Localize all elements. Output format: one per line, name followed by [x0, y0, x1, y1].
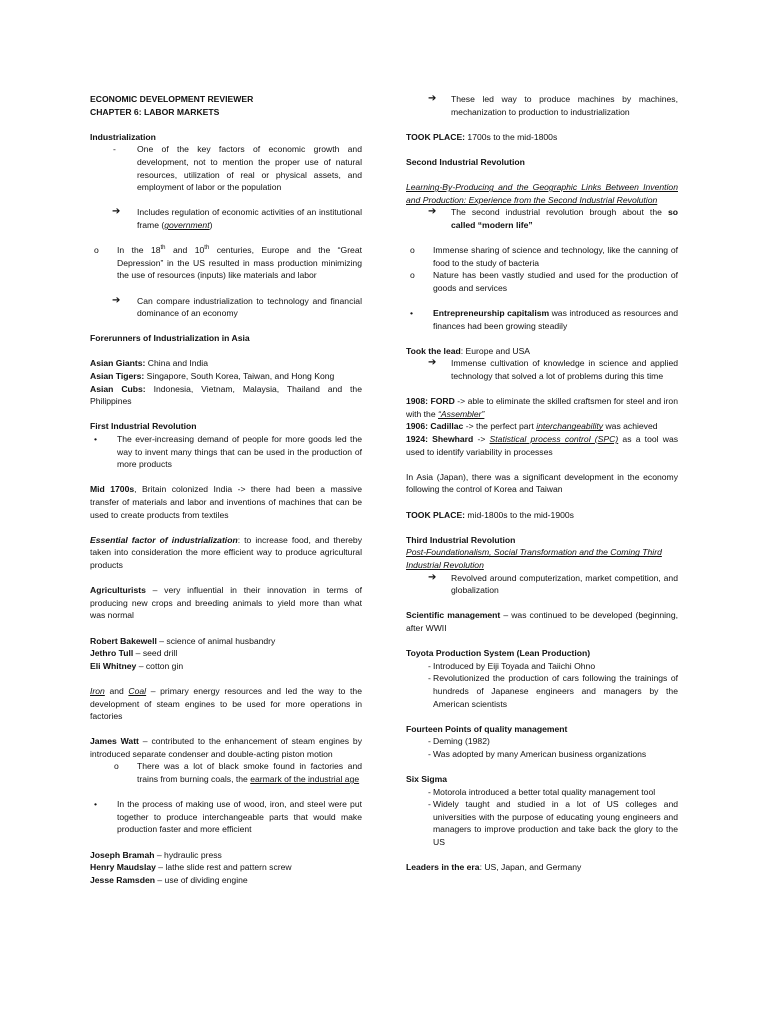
- list-item-text: One of the key factors of economic growth and development, not to mention the proper use of natural resources, utilization of real or physical assets, and employment of labor or the population: [137, 144, 362, 193]
- mid-1700s-paragraph: Mid 1700s, Britain colonized India -> there had been a massive transfer of materials and labor and inventions of machines that can be used to create products from textiles: [90, 484, 362, 520]
- list-item-text: These led way to produce machines by machines, mechanization to production to industrialization: [451, 94, 678, 117]
- scientific-management-paragraph: Scientific management – was continued to be developed (beginning, after WWII: [406, 610, 678, 633]
- essential-factor-paragraph: Essential factor of industrialization: to increase food, and thereby taken into consideration the more efficient way to produce agricultural products: [90, 534, 362, 570]
- dash-marker: -: [428, 736, 431, 747]
- arrow-icon: ➔: [428, 571, 437, 583]
- industrialization-heading: Industrialization: [90, 131, 156, 142]
- list-item-text: The second industrial revolution brough about the so called “modern life”: [451, 207, 678, 230]
- right-column: [406, 93, 678, 874]
- toyota-heading: Toyota Production System (Lean Production): [406, 648, 591, 659]
- list-item-text: In the process of making use of wood, iron, and steel were put together to produce interchangeable parts that would make production faster and more efficient: [117, 799, 362, 835]
- bullet-icon: •: [94, 434, 98, 445]
- bullet-list-item: [90, 798, 362, 836]
- list-item-text: Nature has been vastly studied and used for the production of goods and services: [433, 270, 678, 293]
- inventor-line: Jethro Tull – seed drill: [90, 648, 178, 659]
- dash-list-item: [90, 143, 362, 193]
- dash-marker: -: [428, 799, 431, 810]
- dash-list-item: [406, 798, 678, 848]
- arrow-list-item: [406, 357, 678, 382]
- list-item-text: Revolutionized the production of cars following the trainings of hundreds of Japanese engineers and managers by the American scientists: [433, 673, 678, 709]
- arrow-icon: ➔: [112, 206, 121, 218]
- dash-list-item: [406, 786, 678, 799]
- circle-bullet-icon: o: [114, 761, 119, 772]
- third-revolution-reference: Post-Foundationalism, Social Transformation and the Coming Third Industrial Revolution: [406, 547, 662, 570]
- asia-paragraph: In Asia (Japan), there was a significant development in the economy following the control of Korea and Taiwan: [406, 471, 678, 495]
- dash-list-item: [406, 672, 678, 710]
- dash-marker: -: [428, 786, 431, 797]
- dash-list-item: [406, 735, 678, 748]
- list-item-text: Can compare industrialization to technology and financial dominance of an economy: [137, 295, 362, 319]
- document-title: ECONOMIC DEVELOPMENT REVIEWER: [90, 94, 254, 104]
- left-column: [90, 93, 362, 886]
- asian-cubs: Asian Cubs: Indonesia, Vietnam, Malaysia, Thailand and the Philippines: [90, 383, 362, 407]
- arrow-icon: ➔: [428, 206, 437, 218]
- agriculturists-paragraph: Agriculturists – very influential in their innovation in terms of producing new crops and breeding animals to yield more than what was normal: [90, 585, 362, 621]
- took-place-2: TOOK PLACE: mid-1800s to the mid-1900s: [406, 509, 574, 520]
- list-item-text: Widely taught and studied in a lot of US colleges and universities with the purpose of educating young engineers and managers to improve production and take back the glory to the US: [433, 799, 678, 848]
- forerunners-heading: Forerunners of Industrialization in Asia: [90, 333, 250, 344]
- list-item-text: Revolved around computerization, market competition, and globalization: [451, 572, 678, 596]
- second-revolution-reference: Learning-By-Producing and the Geographic Links Between Invention and Production: Experience from the Second Industrial Revolution: [406, 182, 678, 205]
- dash-marker: -: [428, 673, 431, 684]
- arrow-list-item: [406, 93, 678, 118]
- second-revolution-heading: Second Industrial Revolution: [406, 156, 525, 167]
- circle-list-item: [406, 244, 678, 269]
- first-revolution-heading: First Industrial Revolution: [90, 421, 197, 432]
- inventor-line: Robert Bakewell – science of animal husbandry: [90, 635, 276, 646]
- dash-list-item: [406, 748, 678, 761]
- bullet-list-item: [90, 433, 362, 471]
- list-item-text: There was a lot of black smoke found in factories and trains from burning coals, the earmark of the industrial age: [137, 761, 362, 785]
- dash-marker: -: [428, 660, 431, 671]
- six-sigma-heading: Six Sigma: [406, 774, 448, 785]
- bullet-icon: •: [94, 799, 98, 810]
- arrow-list-item: [406, 206, 678, 231]
- list-item-text: Was adopted by many American business organizations: [433, 748, 647, 759]
- list-item-text: Immense sharing of science and technology, like the canning of food to the study of bacteria: [433, 245, 678, 268]
- inventor-line: Joseph Bramah – hydraulic press: [90, 849, 222, 860]
- iron-coal-paragraph: Iron and Coal – primary energy resources and led the way to the development of steam engines to be used for more operations in factories: [90, 685, 362, 722]
- list-item-text: The ever-increasing demand of people for more goods led the way to invent many things that can be used in the production of more products: [117, 434, 362, 470]
- arrow-list-item: [90, 206, 362, 231]
- arrow-icon: ➔: [428, 357, 437, 369]
- list-item-text: Deming (1982): [433, 736, 490, 747]
- ford-paragraph: 1908: FORD -> able to eliminate the skilled craftsmen for steel and iron with the “Assembler”: [406, 396, 678, 419]
- list-item-text: Entrepreneurship capitalism was introduced as resources and finances had been growing steadily: [433, 308, 678, 331]
- arrow-icon: ➔: [112, 294, 121, 306]
- list-item-text: Motorola introduced a better total quality management tool: [433, 786, 656, 797]
- inventor-line: Eli Whitney – cotton gin: [90, 660, 184, 671]
- list-item-text: In the 18th and 10th centuries, Europe and the “Great Depression” in the US resulted in mass production minimizing the use of resources (inputs) like materials and labor: [117, 245, 362, 281]
- cadillac-paragraph: 1906: Cadillac -> the perfect part interchangeability was achieved: [406, 421, 658, 432]
- circle-bullet-icon: o: [94, 245, 99, 256]
- arrow-list-item: [90, 295, 362, 320]
- dash-list-item: [406, 660, 678, 673]
- circle-bullet-icon: o: [410, 270, 415, 281]
- asian-giants: Asian Giants: China and India: [90, 358, 208, 369]
- dash-marker: -: [428, 748, 431, 759]
- list-item-text: Introduced by Eiji Toyada and Taiichi Ohno: [433, 660, 596, 671]
- bullet-list-item: [406, 307, 678, 332]
- bullet-icon: •: [410, 308, 414, 319]
- third-revolution-heading: Third Industrial Revolution: [406, 534, 516, 545]
- circle-list-item: [406, 269, 678, 294]
- asian-tigers: Asian Tigers: Singapore, South Korea, Taiwan, and Hong Kong: [90, 371, 335, 382]
- chapter-title: CHAPTER 6: LABOR MARKETS: [90, 106, 220, 117]
- inventor-line: Henry Maudslay – lathe slide rest and pattern screw: [90, 862, 292, 873]
- list-item-text: Includes regulation of economic activities of an institutional frame (government): [137, 207, 362, 230]
- shewhard-paragraph: 1924: Shewhard -> Statistical process control (SPC) as a tool was used to identify variability in processes: [406, 434, 679, 457]
- circle-list-item: [90, 244, 362, 282]
- leaders-in-era: Leaders in the era: US, Japan, and Germany: [406, 862, 582, 873]
- circle-bullet-icon: o: [410, 245, 415, 256]
- fourteen-points-heading: Fourteen Points of quality management: [406, 723, 568, 734]
- took-the-lead: Took the lead: Europe and USA: [406, 345, 531, 356]
- arrow-icon: ➔: [428, 93, 437, 104]
- took-place-1: TOOK PLACE: 1700s to the mid-1800s: [406, 131, 558, 142]
- arrow-list-item: [406, 572, 678, 597]
- james-watt-paragraph: James Watt – contributed to the enhancement of steam engines by introduced separate condenser and double-acting piston motion: [90, 736, 362, 759]
- circle-list-item: [90, 760, 362, 785]
- dash-marker: -: [113, 144, 116, 155]
- list-item-text: Immense cultivation of knowledge in science and applied technology that solved a lot of problems during this time: [451, 358, 678, 382]
- inventor-line: Jesse Ramsden – use of dividing engine: [90, 874, 248, 885]
